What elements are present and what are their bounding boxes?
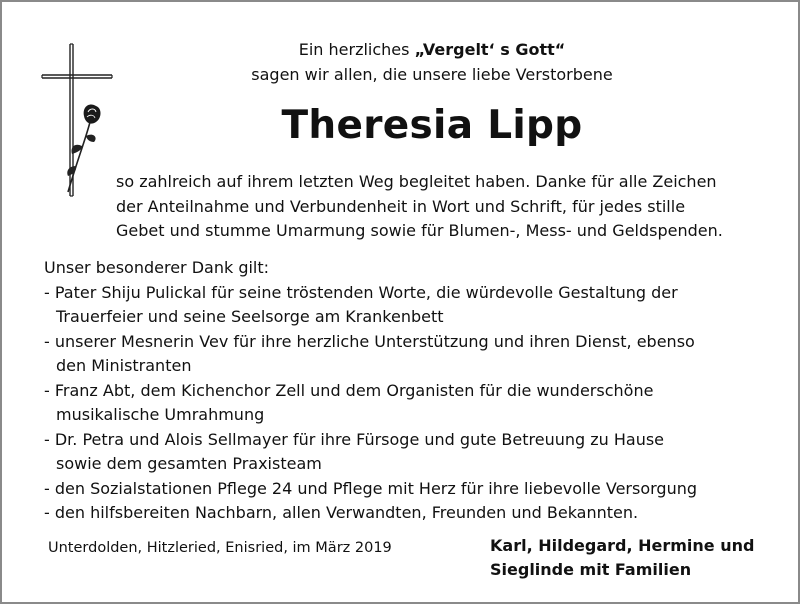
paragraph-line: so zahlreich auf ihrem letzten Weg begleitet haben. Danke für alle Zeichen <box>116 172 717 191</box>
deceased-name: Theresia Lipp <box>281 103 583 148</box>
thanks-line: - unserer Mesnerin Vev für ihre herzliche Unterstützung und ihren Dienst, ebenso <box>44 331 695 351</box>
intro-vergelts-gott: „Vergelt‘ s Gott“ <box>414 40 566 59</box>
family-line-1: Karl, Hildegard, Hermine und <box>490 536 755 555</box>
place-and-date: Unterdolden, Hitzleried, Enisried, im März 2019 <box>48 540 392 556</box>
intro-line-1 <box>122 38 742 62</box>
family-line-2: Sieglinde mit Familien <box>490 560 692 579</box>
paragraph-line: Gebet und stumme Umarmung sowie für Blumen-, Mess- und Geldspenden. <box>116 221 723 240</box>
family-signature <box>490 534 754 582</box>
thanks-line: - Franz Abt, dem Kichenchor Zell und dem Organisten für die wunderschöne <box>44 380 654 400</box>
thanks-line: Trauerfeier und seine Seelsorge am Krankenbett <box>56 307 444 326</box>
thanks-line: - den hilfsbereiten Nachbarn, allen Verwandten, Freunden und Bekannten. <box>44 503 639 522</box>
thanks-line: - den Sozialstationen Pflege 24 und Pflege mit Herz für ihre liebevolle Versorgung <box>44 478 697 498</box>
thanks-line: musikalische Umrahmung <box>56 405 265 424</box>
paragraph-line: der Anteilnahme und Verbundenheit in Wort und Schrift, für jedes stille <box>116 196 686 216</box>
thanks-line: - Pater Shiju Pulickal für seine tröstenden Worte, die würdevolle Gestaltung der <box>44 282 678 302</box>
thanks-line: - Dr. Petra und Alois Sellmayer für ihre Fürsoge und gute Betreuung zu Hause <box>44 429 665 449</box>
cross-with-rose-icon <box>40 42 116 198</box>
thanks-heading: Unser besonderer Dank gilt: <box>44 258 270 277</box>
intro-line-2: sagen wir allen, die unsere liebe Verstorbene <box>251 65 613 84</box>
intro-prefix: Ein herzliches <box>298 40 415 59</box>
thanks-line: den Ministranten <box>56 356 192 375</box>
special-thanks <box>44 256 784 526</box>
thanks-line: sowie dem gesamten Praxisteam <box>56 454 322 473</box>
gratitude-paragraph <box>116 170 776 244</box>
